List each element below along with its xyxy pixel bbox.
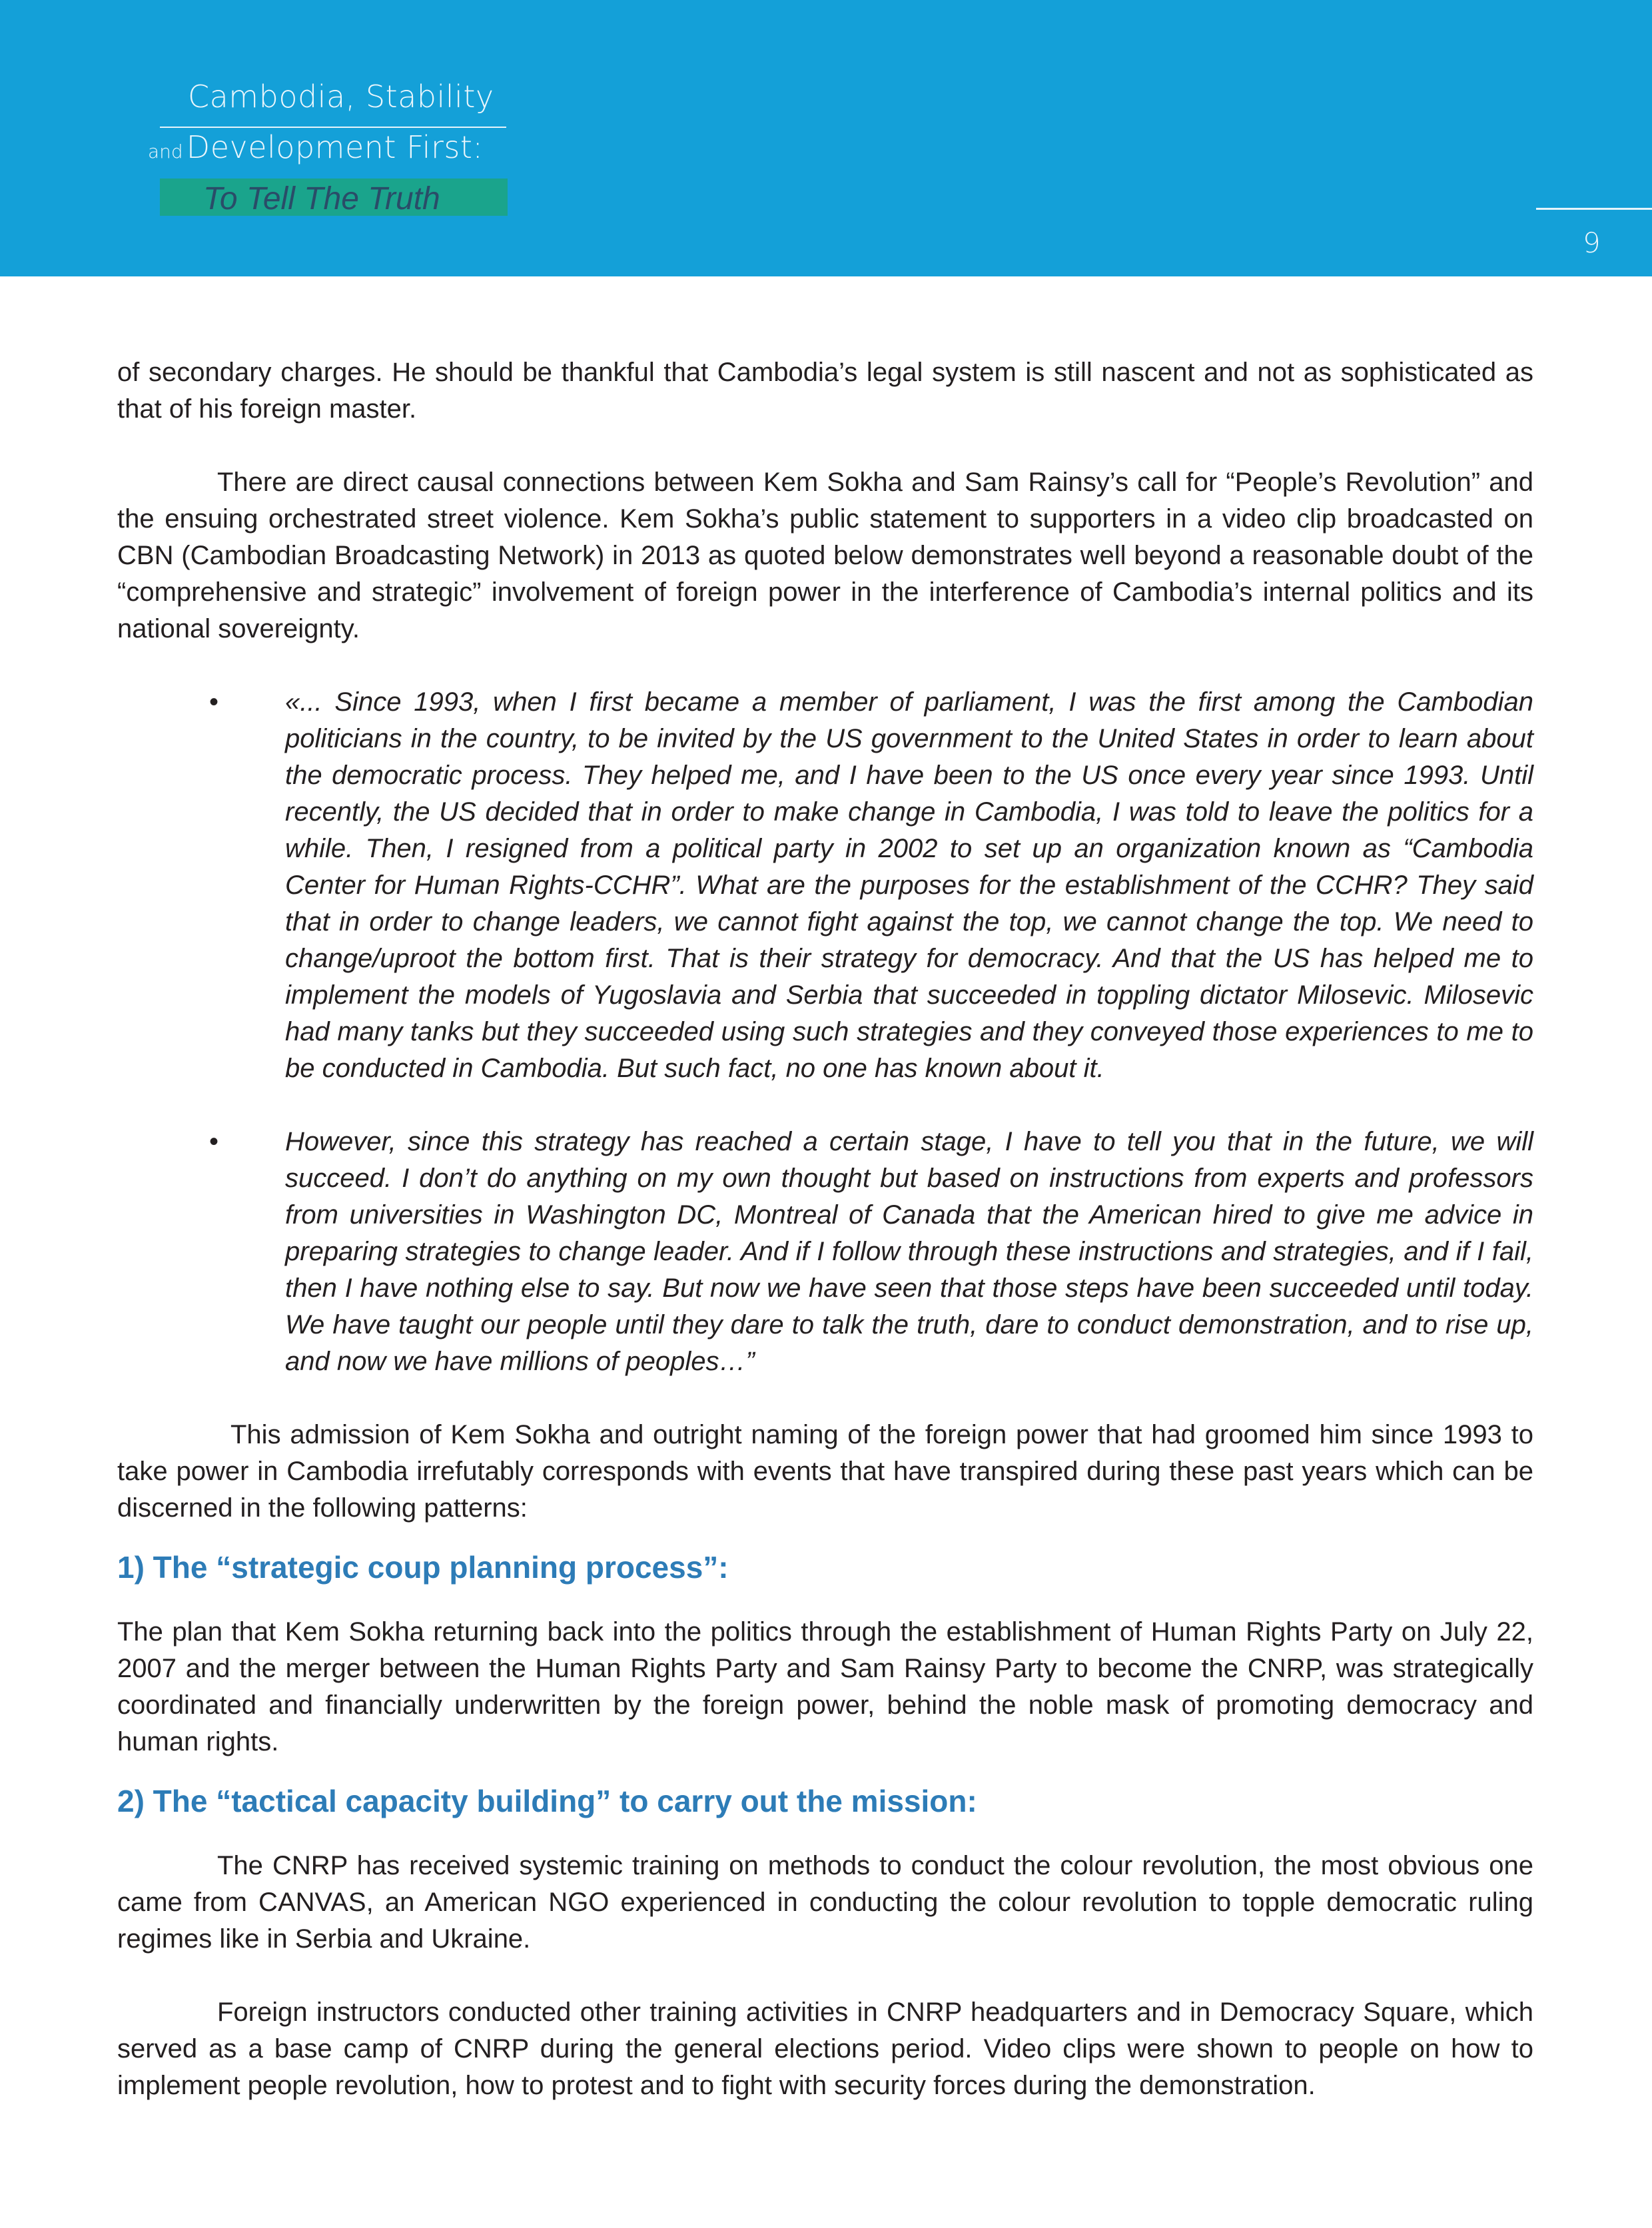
paragraph-continuation: of secondary charges. He should be thankful that Cambodia’s legal system is still nascent and not as sophisticated as that of his foreign master. [117,358,1533,424]
quote-list [117,684,1533,1380]
publication-title-line1: Cambodia, Stability [188,79,494,115]
title-and: and [148,141,183,163]
paragraph-coup-planning: The plan that Kem Sokha returning back into the politics through the establishment of Human Rights Party on July 22, 2007 and the merger between the Human Rights Party and Sam Rainsy Party to become the CNRP, was strategically coordinated and financially underwritten by the foreign power, behind the noble mask of promoting democracy and human rights. [117,1617,1533,1756]
quote-item [117,1124,1533,1380]
title-divider [160,127,506,128]
page-body [117,354,1533,2104]
page-number-rule [1536,208,1652,210]
page-number: 9 [1583,226,1601,259]
section-heading-1: 1) The “strategic coup planning process”: [117,1550,729,1585]
paragraph-causal-connections: There are direct causal connections between Kem Sokha and Sam Rainsy’s call for “People’s Revolution” and the ensuing orchestrated street violence. Kem Sokha’s public statement to supporters in a video clip broadcasted on CBN (Cambodian Broadcasting Network) in 2013 as quoted below demonstrates well beyond a reasonable doubt of the “comprehensive and strategic” involvement of foreign power in the interference of Cambodia’s internal politics and its national sovereignty. [117,468,1533,643]
paragraph-training: The CNRP has received systemic training on methods to conduct the colour revolution, the most obvious one came from CANVAS, an American NGO experienced in conducting the colour revolution to topple democratic ruling regimes like in Serbia and Ukraine. [117,1851,1533,1954]
publication-title-line2 [148,129,483,165]
title-development: Development First: [186,129,484,165]
quote-text: «... Since 1993, when I first became a member of parliament, I was the first among the Cambodian politicians in the country, to be invited by the US government to the United States in order to learn about the democratic process. They helped me, and I have been to the US once every year since 1993. Until recently, the US decided that in order to make change in Cambodia, I was told to leave the politics for a while. Then, I resigned from a political party in 2002 to set up an organization known as “Cambodia Center for Human Rights-CCHR”. What are the purposes for the establishment of the CCHR? They said that in order to change leaders, we cannot fight against the top, we cannot change the top. We need to change/uproot the bottom first. That is their strategy for democracy. And that the US has helped me to implement the models of Yugoslavia and Serbia that succeeded in toppling dictator Milosevic. Milosevic had many tanks but they succeeded using such strategies and they conveyed those experiences to me to be conducted in Cambodia. But such fact, no one has known about it. [285,687,1533,1083]
paragraph-foreign-instructors: Foreign instructors conducted other training activities in CNRP headquarters and in Democracy Square, which served as a base camp of CNRP during the general elections period. Video clips were shown to people on how to implement people revolution, how to protest and to fight with security forces during the demonstration. [117,1998,1533,2100]
bullet-icon: • [209,1127,219,1156]
paragraph-admission: This admission of Kem Sokha and outright naming of the foreign power that had groomed him since 1993 to take power in Cambodia irrefutably corresponds with events that have transpired during these past years which can be discerned in the following patterns: [117,1420,1533,1523]
quote-item [117,684,1533,1087]
quote-text: However, since this strategy has reached a certain stage, I have to tell you that in the future, we will succeed. I don’t do anything on my own thought but based on instructions from experts and professors from universities in Washington DC, Montreal of Canada that the American hired to give me advice in preparing strategies to change leader. And if I follow through these instructions and strategies, and if I fail, then I have nothing else to say. But now we have seen that those steps have been succeeded until today. We have taught our people until they dare to talk the truth, dare to conduct demonstration, and to rise up, and now we have millions of peoples…” [285,1127,1533,1376]
publication-subtitle: To Tell The Truth [203,181,440,216]
section-heading-2: 2) The “tactical capacity building” to carry out the mission: [117,1784,977,1818]
bullet-icon: • [209,687,219,717]
